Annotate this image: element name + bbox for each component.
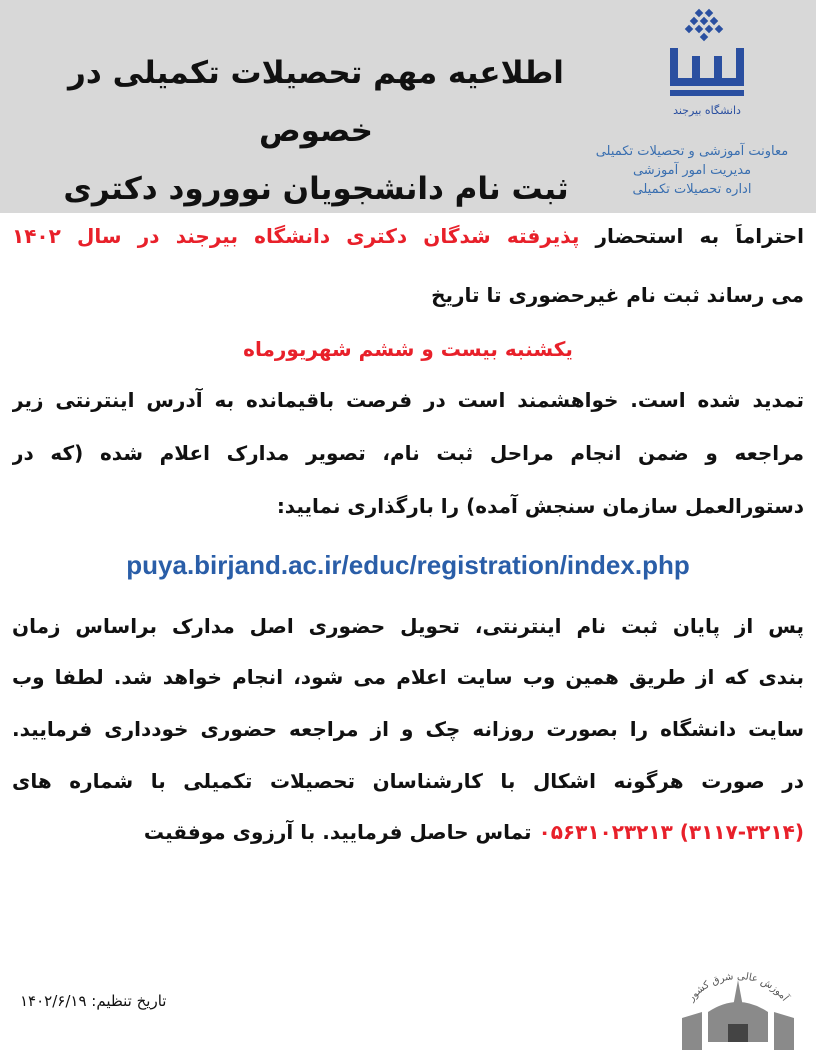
- text-run: احتراماً به استحضار: [579, 224, 804, 248]
- paragraph-line-7: بندی که از طریق همین وب سایت اعلام می شود، انجام خواهد شد. لطفا وب: [12, 665, 804, 689]
- department-block: [572, 142, 812, 199]
- emblem-text: آموزش عالی شرق کشور: [685, 970, 791, 1004]
- paragraph-line-3: تمدید شده است. خواهشمند است در فرصت باقیمانده به آدرس اینترنتی زیر: [12, 388, 804, 412]
- paragraph-line-5: دستورالعمل سازمان سنجش آمده) را بارگذاری نمایید:: [276, 494, 804, 518]
- paragraph-line-9: در صورت هرگونه اشکال با کارشناسان تحصیلات تکمیلی با شماره های: [12, 769, 804, 793]
- paragraph-line-1: [12, 224, 804, 248]
- paragraph-line-4: مراجعه و ضمن انجام مراحل ثبت نام، تصویر مدارک اعلام شده (که در: [12, 441, 804, 465]
- admitted-phrase: پذیرفته شدگان دکتری دانشگاه بیرجند در سال ۱۴۰۲: [12, 224, 580, 248]
- title-line-2: ثبت نام دانشجویان نوورود دکتری: [63, 171, 569, 207]
- paragraph-line-6: پس از پایان ثبت نام اینترنتی، تحویل حضوری اصل مدارک براساس زمان: [12, 614, 804, 638]
- phone-numbers: (۳۱۱۷-۳۲۱۴) ۰۵۶۳۱۰۲۳۲۱۳: [538, 820, 804, 844]
- logo-caption: دانشگاه بیرجند: [673, 104, 741, 117]
- dept-line-3: اداره تحصیلات تکمیلی: [632, 182, 752, 197]
- registration-link[interactable]: puya.birjand.ac.ir/educ/registration/index.php: [126, 550, 690, 580]
- regional-emblem: [668, 952, 808, 1052]
- issue-date: تاریخ تنظیم: ۱۴۰۲/۶/۱۹: [20, 992, 167, 1010]
- header-banner: [0, 0, 816, 213]
- dept-line-2: مدیریت امور آموزشی: [632, 163, 752, 178]
- title-line-1: اطلاعیه مهم تحصیلات تکمیلی در خصوص: [68, 55, 564, 149]
- announcement-title: [6, 44, 626, 218]
- dept-line-1: معاونت آموزشی و تحصیلات تکمیلی: [595, 144, 789, 159]
- paragraph-line-10: [12, 820, 804, 844]
- university-logo: [662, 8, 752, 126]
- paragraph-line-2: می رساند ثبت نام غیرحضوری تا تاریخ: [431, 283, 804, 307]
- text-run: تماس حاصل فرمایید. با آرزوی موفقیت: [143, 820, 539, 844]
- paragraph-line-8: سایت دانشگاه را بصورت روزانه چک و از مراجعه حضوری خودداری فرمایید.: [12, 717, 804, 741]
- deadline-text: یکشنبه بیست و ششم شهریورماه: [243, 337, 573, 361]
